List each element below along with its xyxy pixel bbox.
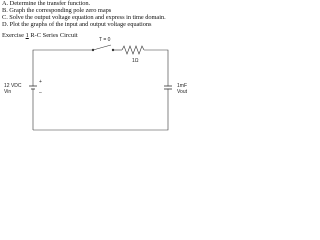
capacitor-name-label: Vout — [177, 89, 188, 95]
exercise-prefix: Exercise — [2, 32, 26, 39]
switch-label: T = 0 — [99, 37, 111, 43]
rc-circuit-diagram — [0, 0, 200, 147]
left-top-wire — [33, 50, 92, 130]
source-voltage-label: 12 VDC — [4, 83, 22, 89]
document-page — [0, 0, 200, 147]
task-a: A. Determine the transfer function. — [2, 0, 91, 7]
source-name-label: Vin — [4, 89, 12, 95]
source-gap — [28, 87, 38, 89]
capacitor-value-label: 1mF — [177, 83, 187, 89]
switch-contact-right — [112, 49, 114, 51]
exercise-suffix: R-C Series Circuit — [28, 32, 78, 39]
switch-blade — [93, 45, 111, 50]
source-plus-sign: + — [39, 79, 42, 85]
task-c: C. Solve the output voltage equation and express in time domain. — [2, 14, 166, 21]
resistor-label: 1Ω — [132, 58, 139, 64]
source-minus-sign: – — [39, 90, 42, 96]
task-b: B. Graph the corresponding pole zero maps — [2, 7, 112, 14]
capacitor-gap — [163, 87, 173, 89]
resistor-symbol — [122, 46, 144, 54]
right-bottom-wire — [33, 50, 168, 130]
task-d: D. Plot the graphs of the input and output voltage equations — [2, 21, 152, 28]
exercise-number: 1 — [25, 32, 29, 39]
